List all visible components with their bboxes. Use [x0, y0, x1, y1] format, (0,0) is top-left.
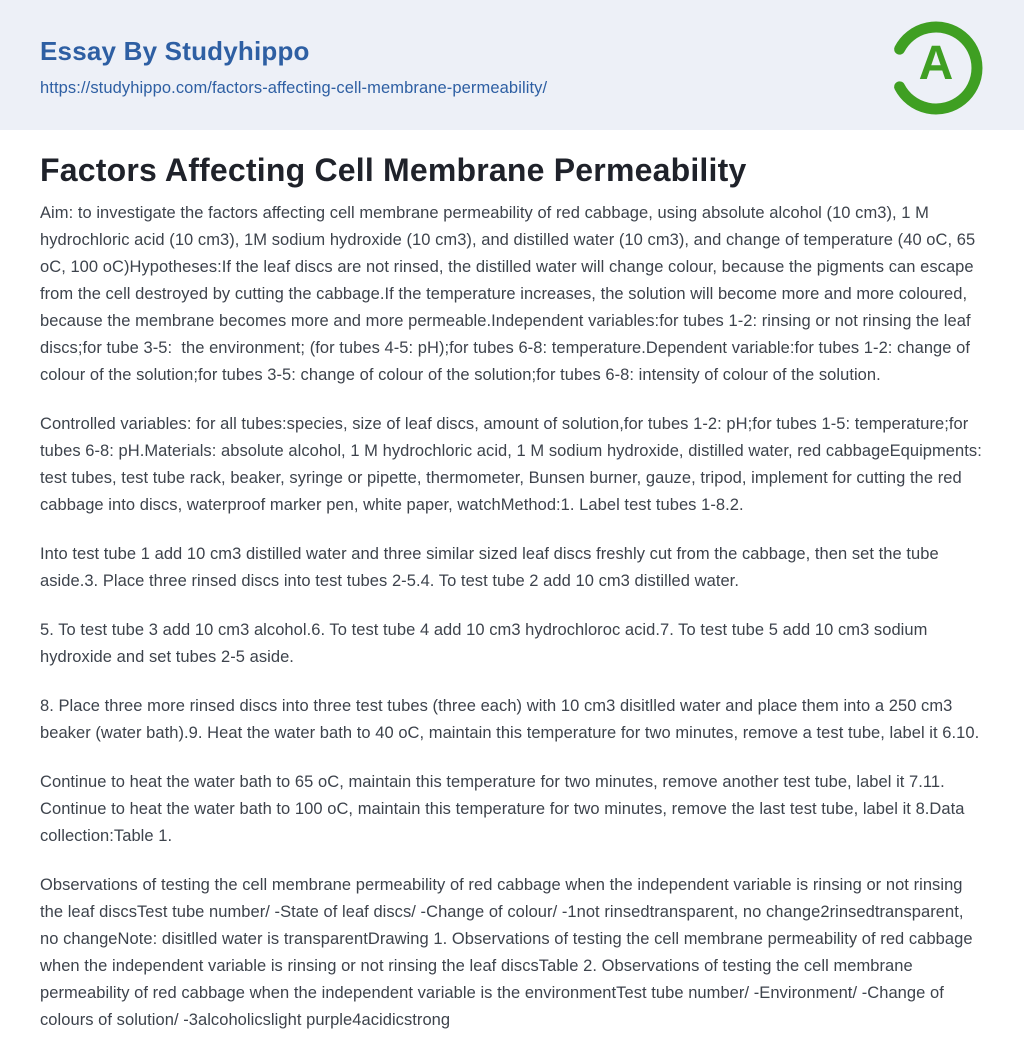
studyhippo-logo: [888, 20, 984, 116]
essay-paragraph: 8. Place three more rinsed discs into three test tubes (three each) with 10 cm3 disitlled water and place them into a 250 cm3 beaker (water bath).9. Heat the water bath to 40 oC, maintain this temperature for two minutes, remove a test tube, label it 6.10.: [40, 697, 980, 742]
essay-paragraph: Into test tube 1 add 10 cm3 distilled water and three similar sized leaf discs freshly cut from the cabbage, then set the tube aside.3. Place three rinsed discs into test tubes 2-5.4. To test tube 2 add 10 cm3 distilled water.: [40, 545, 944, 590]
essay-paragraph: Observations of testing the cell membrane permeability of red cabbage when the independent variable is rinsing or not rinsing the leaf discsTest tube number/ -State of leaf discs/ -Change of colour/ -1not rinsedtransparent, no change2rinsedtransparent, no changeNote: disitlled water is transparentDrawing 1. Observations of testing the cell membrane permeability of red cabbage when the independent variable is rinsing or not rinsing the leaf discsTable 2. Observations of testing the cell membrane permeability of red cabbage when the independent variable is the environmentTest tube number/ -Environment/ -Change of colours of solution/ -3alcoholicslight purple4acidicstrong: [40, 876, 978, 1029]
essay-paragraph: 5. To test tube 3 add 10 cm3 alcohol.6. To test tube 4 add 10 cm3 hydrochloroc acid.7. To test tube 5 add 10 cm3 sodium hydroxide and set tubes 2-5 aside.: [40, 621, 933, 666]
page-title: Factors Affecting Cell Membrane Permeability: [40, 152, 747, 188]
essay-paragraph: Aim: to investigate the factors affecting cell membrane permeability of red cabbage, using absolute alcohol (10 cm3), 1 M hydrochloric acid (10 cm3), 1M sodium hydroxide (10 cm3), and distilled water (10 cm3), and change of temperature (40 oC, 65 oC, 100 oC)Hypotheses:If the leaf discs are not rinsed, the distilled water will change colour, because the pigments can escape from the cell destroyed by cutting the cabbage.If the temperature increases, the solution will become more and more coloured, because the membrane becomes more and more permeable.Independent variables:for tubes 1-2: rinsing or not rinsing the leaf discs;for tube 3-5: the environment; (for tubes 4-5: pH);for tubes 6-8: temperature.Dependent variable:for tubes 1-2: change of colour of the solution;for tubes 3-5: change of colour of the solution;for tubes 6-8: intensity of colour of the solution.: [40, 204, 980, 384]
site-title: Essay By Studyhippo: [40, 36, 310, 66]
essay-paragraph: Controlled variables: for all tubes:species, size of leaf discs, amount of solution,for tubes 1-2: pH;for tubes 1-5: temperature;for tubes 6-8: pH.Materials: absolute alcohol, 1 M hydrochloric acid, 1 M sodium hydroxide, distilled water, red cabbageEquipments: test tubes, test tube rack, beaker, syringe or pipette, thermometer, Bunsen burner, gauze, tripod, implement for cutting the red cabbage into discs, waterproof marker pen, white paper, watchMethod:1. Label test tubes 1-8.2.: [40, 415, 987, 514]
essay-paragraph: Continue to heat the water bath to 65 oC, maintain this temperature for two minutes, remove another test tube, label it 7.11. Continue to heat the water bath to 100 oC, maintain this temperature for two minutes, remove the last test tube, label it 8.Data collection:Table 1.: [40, 773, 970, 845]
logo-letter: A: [918, 37, 954, 91]
essay-content: [0, 130, 1024, 1034]
page-url-link[interactable]: https://studyhippo.com/factors-affecting-cell-membrane-permeability/: [40, 79, 548, 97]
page-header: [0, 0, 1024, 130]
